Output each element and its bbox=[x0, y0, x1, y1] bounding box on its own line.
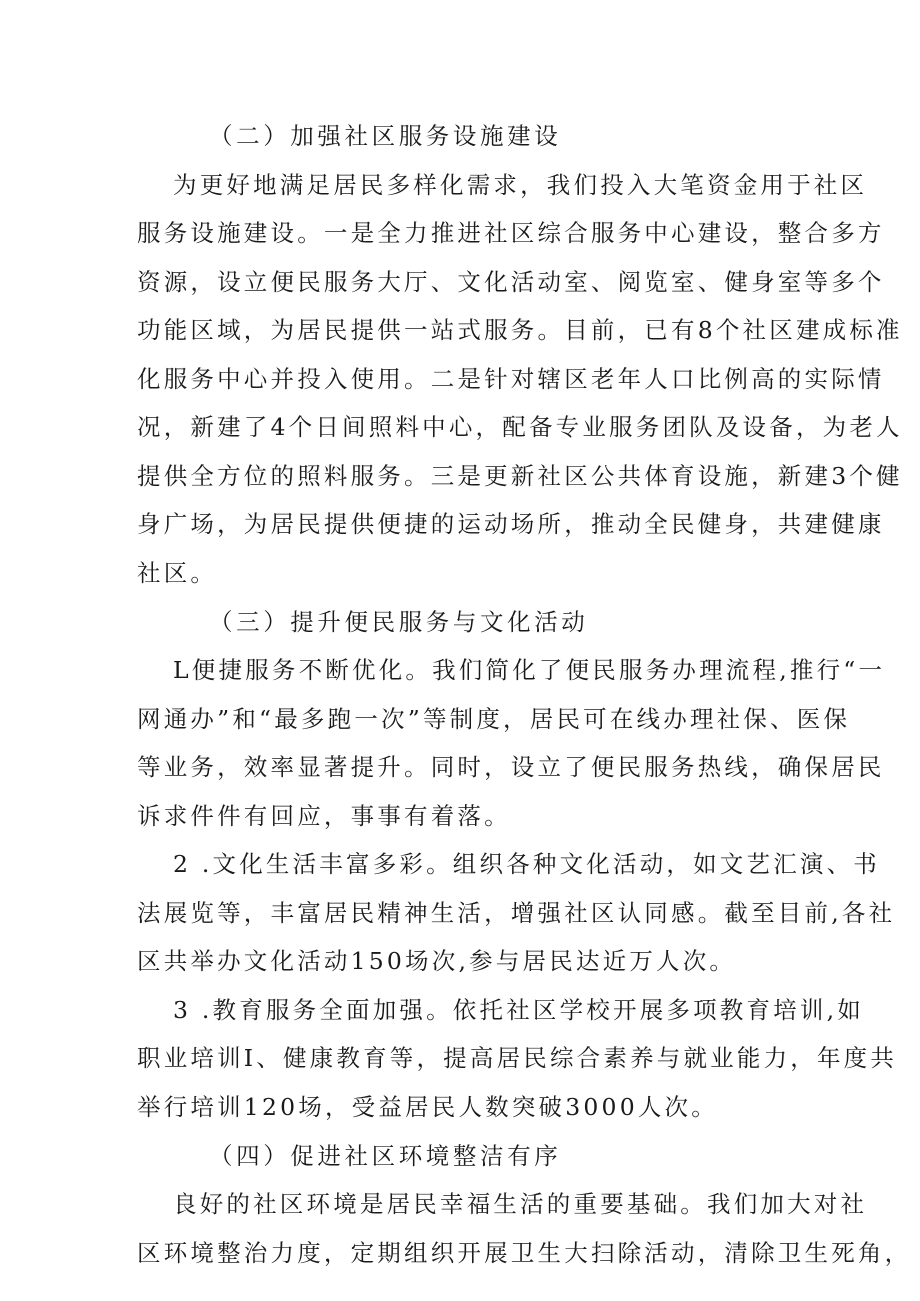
paragraph-line: 资源，设立便民服务大厅、文化活动室、阅览室、健身室等多个 bbox=[137, 267, 885, 296]
section-heading-2: （二）加强社区服务设施建设 bbox=[209, 122, 562, 150]
paragraph-line: 区环境整治力度，定期组织开展卫生大扫除活动，清除卫生死角， bbox=[137, 1238, 912, 1267]
paragraph-line: 等业务，效率显著提升。同时，设立了便民服务热线，确保居民 bbox=[137, 753, 885, 782]
paragraph-line: 为更好地满足居民多样化需求，我们投入大笔资金用于社区 bbox=[173, 170, 868, 199]
paragraph-line: 身广场，为居民提供便捷的运动场所，推动全民健身，共建健康 bbox=[137, 510, 885, 539]
paragraph-line: 法展览等，丰富居民精神生活，增强社区认同感。截至目前,各社 bbox=[137, 898, 896, 927]
paragraph-line: 区共举办文化活动150场次,参与居民达近万人次。 bbox=[137, 947, 737, 976]
paragraph-line: 职业培训I、健康教育等，提高居民综合素养与就业能力，年度共 bbox=[137, 1044, 898, 1073]
paragraph-line: 提供全方位的照料服务。三是更新社区公共体育设施，新建3个健 bbox=[137, 461, 903, 490]
paragraph-line: 社区。 bbox=[137, 559, 218, 587]
section-heading-4: （四）促进社区环境整洁有序 bbox=[209, 1141, 562, 1170]
paragraph-line: 2 .文化生活丰富多彩。组织各种文化活动，如文艺汇演、书 bbox=[173, 850, 880, 879]
paragraph-line: 良好的社区环境是居民幸福生活的重要基础。我们加大对社 bbox=[173, 1190, 868, 1219]
paragraph-line: 服务设施建设。一是全力推进社区综合服务中心建设，整合多方 bbox=[137, 219, 885, 248]
paragraph-line: L便捷服务不断优化。我们简化了便民服务办理流程,推行“一 bbox=[173, 656, 886, 684]
paragraph-line: 3 .教育服务全面加强。依托社区学校开展多项教育培训,如 bbox=[173, 995, 864, 1024]
paragraph-line: 况，新建了4个日间照料中心，配备专业服务团队及设备，为老人 bbox=[137, 413, 903, 442]
paragraph-line: 功能区域，为居民提供一站式服务。目前，已有8个社区建成标准 bbox=[137, 316, 903, 345]
paragraph-line: 网通办”和“最多跑一次”等制度，居民可在线办理社保、医保 bbox=[137, 704, 851, 733]
paragraph-line: 举行培训120场，受益居民人数突破3000人次。 bbox=[137, 1093, 718, 1121]
paragraph-line: 化服务中心并投入使用。二是针对辖区老年人口比例高的实际情 bbox=[137, 364, 885, 393]
section-heading-3: （三）提升便民服务与文化活动 bbox=[209, 607, 589, 636]
paragraph-line: 诉求件件有回应，事事有着落。 bbox=[137, 801, 511, 830]
